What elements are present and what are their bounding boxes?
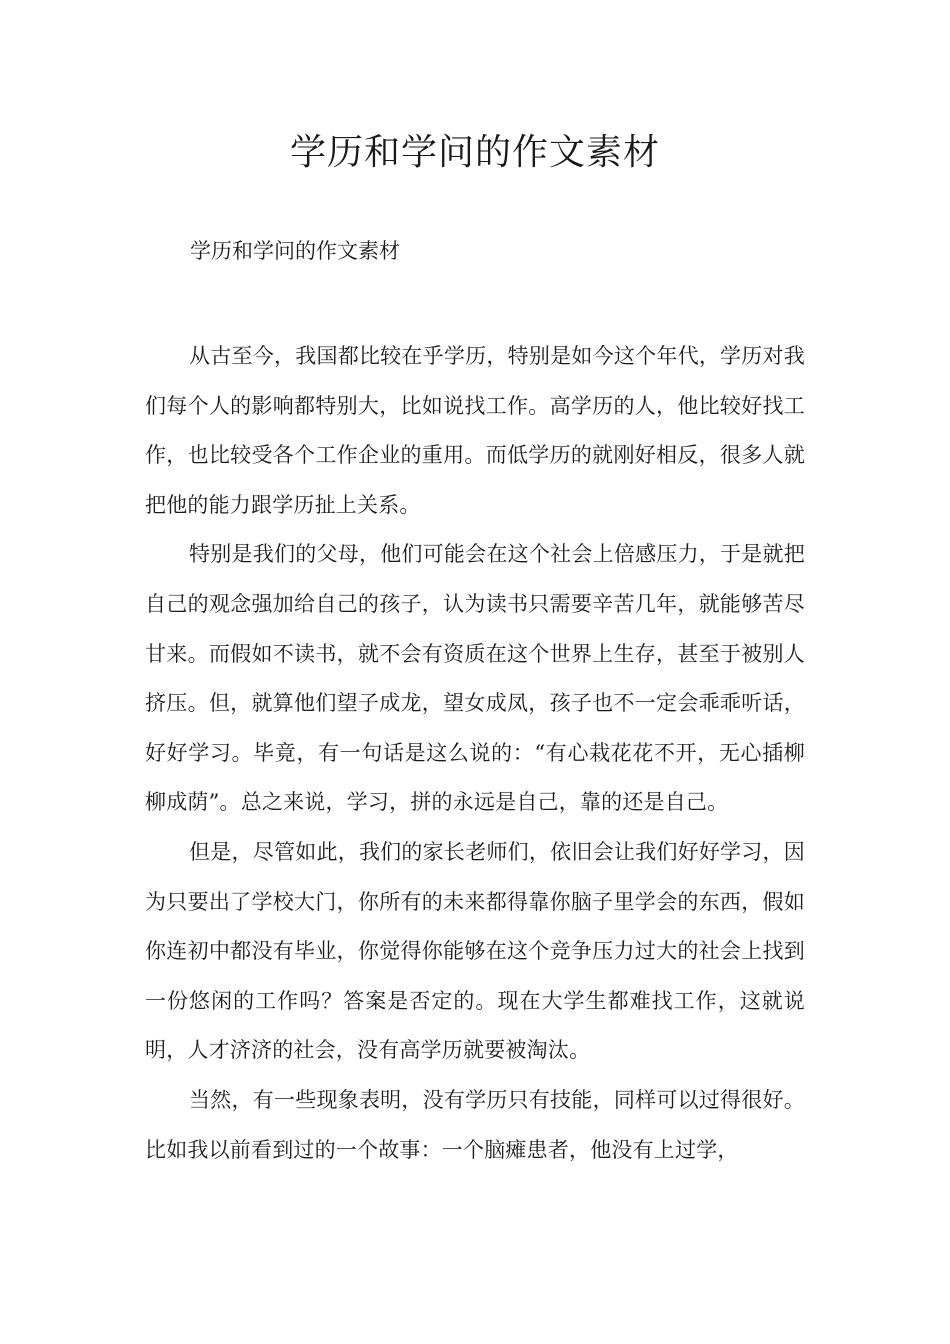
document-title: 学历和学问的作文素材 bbox=[289, 132, 660, 173]
document-body bbox=[145, 332, 805, 1175]
document-subtitle: 学历和学问的作文素材 bbox=[190, 239, 400, 263]
paragraph: 但是，尽管如此，我们的家长老师们，依旧会让我们好好学习，因为只要出了学校大门，你所有的未来都得靠你脑子里学会的东西，假如你连初中都没有毕业，你觉得你能够在这个竞争压力过大的社会上找到一份悠闲的工作吗？答案是否定的。现在大学生都难找工作，这就说明，人才济济的社会，没有高学历就要被淘汰。 bbox=[145, 839, 805, 1063]
paragraph: 当然，有一些现象表明，没有学历只有技能，同样可以过得很好。比如我以前看到过的一个故事：一个脑瘫患者，他没有上过学， bbox=[145, 1087, 805, 1162]
paragraph: 特别是我们的父母，他们可能会在这个社会上倍感压力，于是就把自己的观念强加给自己的孩子，认为读书只需要辛苦几年，就能够苦尽甘来。而假如不读书，就不会有资质在这个世界上生存，甚至于被别人挤压。但，就算他们望子成龙，望女成凤，孩子也不一定会乖乖听话，好好学习。毕竟，有一句话是这么说的：“有心栽花花不开，无心插柳柳成荫”。总之来说，学习，拼的永远是自己，靠的还是自己。 bbox=[145, 542, 805, 815]
paragraph: 从古至今，我国都比较在乎学历，特别是如今这个年代，学历对我们每个人的影响都特别大，比如说找工作。高学历的人，他比较好找工作，也比较受各个工作企业的重用。而低学历的就刚好相反，很多人就把他的能力跟学历扯上关系。 bbox=[145, 344, 805, 517]
